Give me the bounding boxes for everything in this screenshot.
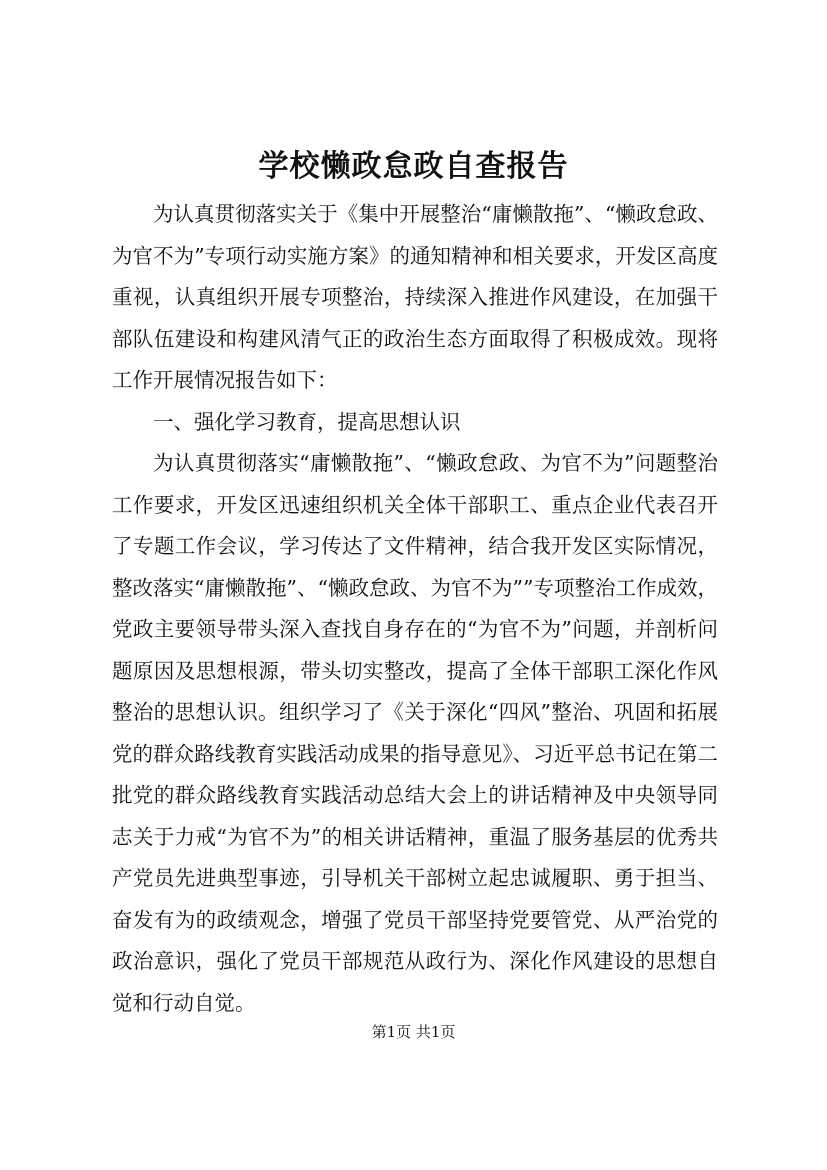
section-heading-1: 一、强化学习教育，提高思想认识 xyxy=(153,409,461,434)
section-1-paragraph: 为认真贯彻落实“庸懒散拖”、“懒政怠政、为官不为”问题整治工作要求，开发区迅速组织机关全体干部职工、重点企业代表召开了专题工作会议，学习传达了文件精神，结合我开发区实际情况，整改落实“庸懒散拖”、“懒政怠政、为官不为””专项整治工作成效，党政主要领导带头深入查找自身存在的“为官不为”问题，并剖析问题原因及思想根源，带头切实整改，提高了全体干部职工深化作风整治的思想认识。组织学习了《关于深化“四风”整治、巩固和拓展党的群众路线教育实践活动成果的指导意见》、习近平总书记在第二批党的群众路线教育实践活动总结大会上的讲话精神及中央领导同志关于力戒“为官不为”的相关讲话精神，重温了服务基层的优秀共产党员先进典型事迹，引导机关干部树立起忠诚履职、勇于担当、奋发有为的政绩观念，增强了党员干部坚持党要管党、从严治党的政治意识，强化了党员干部规范从政行为、深化作风建设的思想自觉和行动自觉。 xyxy=(112,451,718,1015)
page-number-footer: 第1页 共1页 xyxy=(371,1023,456,1041)
intro-paragraph: 为认真贯彻落实关于《集中开展整治“庸懒散拖”、“懒政怠政、为官不为”专项行动实施方案》的通知精神和相关要求，开发区高度重视，认真组织开展专项整治，持续深入推进作风建设，在加强干部队伍建设和构建风清气正的政治生态方面取得了积极成效。现将工作开展情况报告如下： xyxy=(112,202,718,392)
document-title: 学校懒政怠政自查报告 xyxy=(258,149,569,184)
document-body xyxy=(112,194,718,1024)
